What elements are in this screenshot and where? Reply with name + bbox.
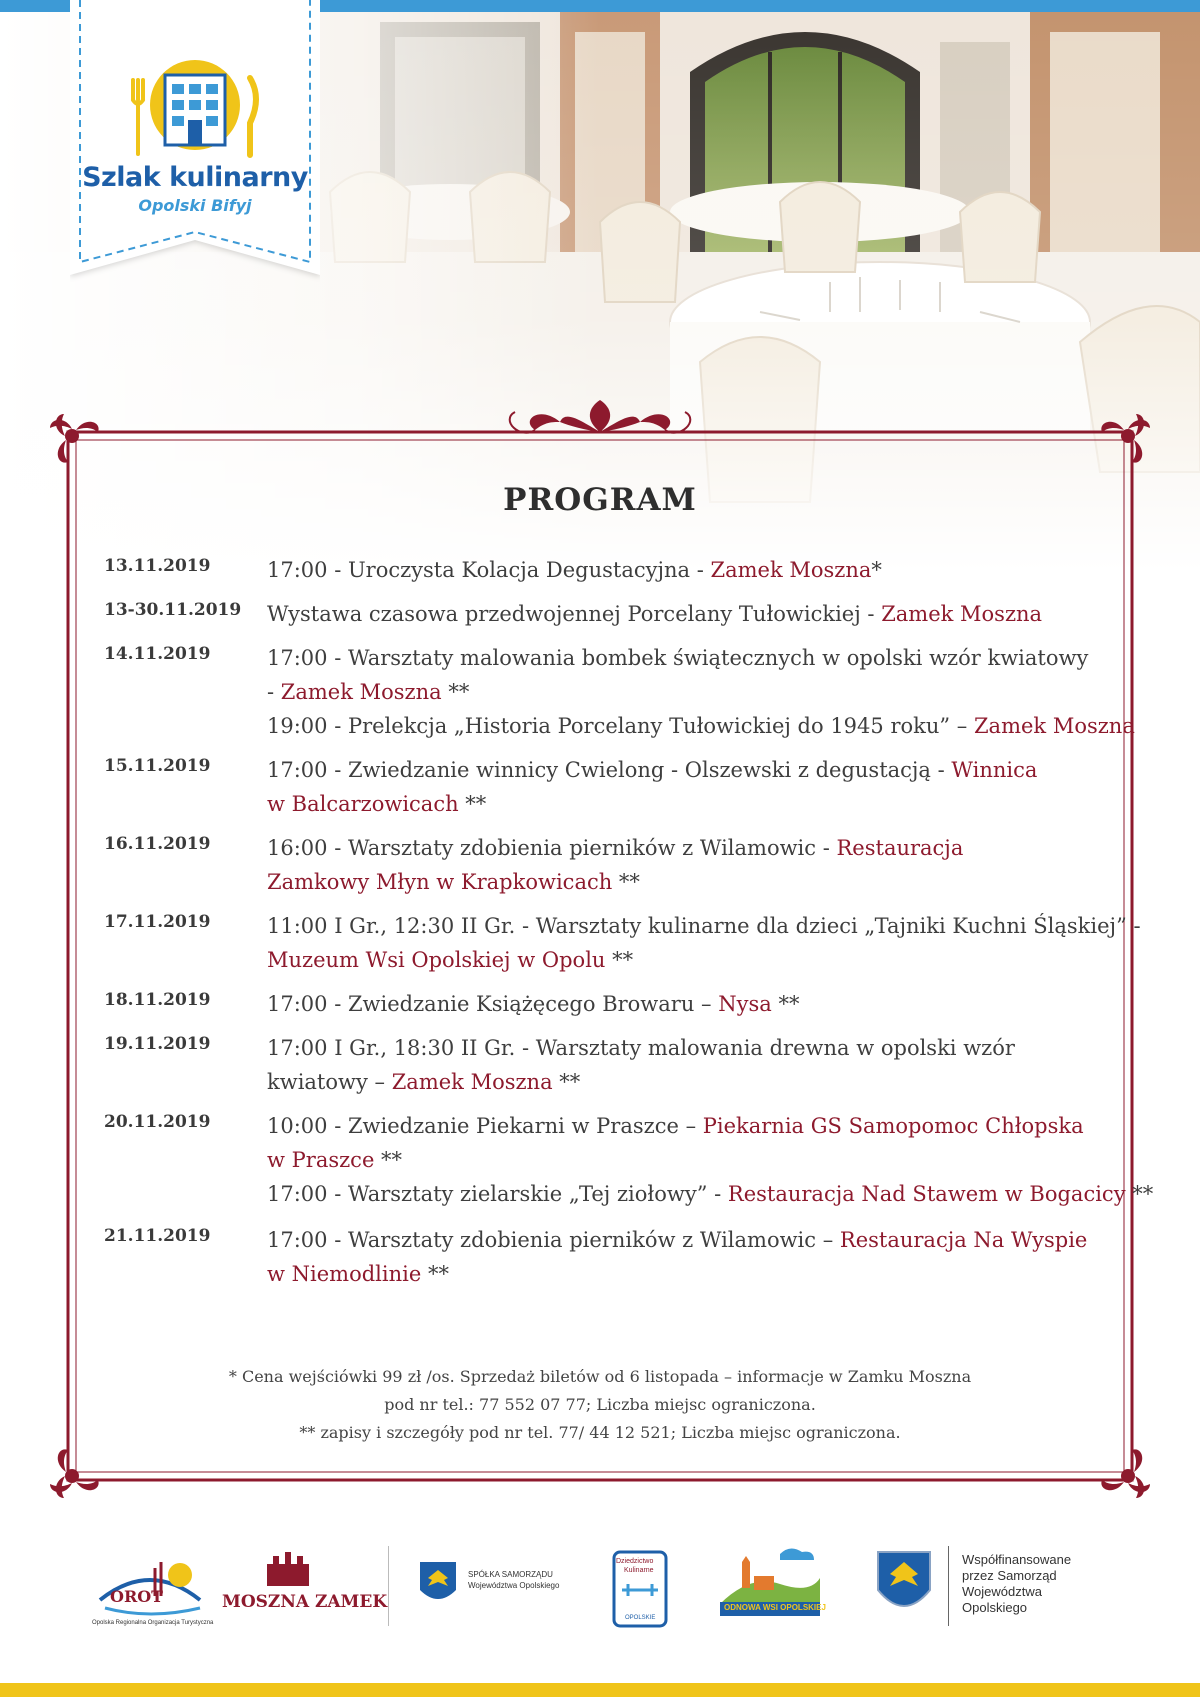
event-text: 17:00 - Warsztaty zdobienia pierników z Wilamowic – [267, 1228, 840, 1252]
event-description [267, 1223, 1124, 1291]
event-line [267, 1109, 1153, 1143]
event-text: kwiatowy – [267, 1070, 392, 1094]
event-text: ** [421, 1262, 449, 1286]
event-text: 19:00 - Prelekcja „Historia Porcelany Tułowickiej do 1945 roku” – [267, 714, 974, 738]
event-line [267, 909, 1141, 943]
program-row [104, 1109, 1154, 1211]
event-date: 13-30.11.2019 [104, 600, 242, 620]
event-line [267, 597, 1124, 631]
event-text: ** [458, 792, 487, 816]
footnote-line: * Cena wejściówki 99 zł /os. Sprzedaż biletów od 6 listopada – informacje w Zamku Moszna [228, 1367, 972, 1386]
venue-name: Winnica [951, 758, 1038, 782]
venue-name: w Praszce [267, 1148, 375, 1172]
program-row [104, 1223, 1124, 1291]
program-row [104, 753, 1124, 821]
venue-name: Restauracja Nad Stawem w Bogacicy [727, 1182, 1126, 1206]
event-text: 17:00 I Gr., 18:30 II Gr. - Warsztaty malowania drewna w opolski wzór [267, 1036, 1015, 1060]
event-description [267, 553, 1124, 587]
program-row [104, 1031, 1124, 1099]
event-description [267, 597, 1124, 631]
program-row [104, 597, 1124, 631]
program-row [104, 641, 1135, 743]
event-text: 17:00 - Zwiedzanie Książęcego Browaru – [267, 992, 719, 1016]
program-row [104, 909, 1141, 977]
event-text: Wystawa czasowa przedwojennej Porcelany Tułowickiej - [267, 602, 882, 626]
logo-subtitle: Opolski Bifyj [138, 196, 252, 215]
event-line [267, 709, 1135, 743]
event-description [267, 641, 1135, 743]
event-line [267, 675, 1135, 709]
opolskie-eagle-icon [418, 1560, 458, 1608]
cofin-line2: przez Samorząd [962, 1568, 1057, 1583]
footnotes [0, 1363, 1200, 1447]
logo-title: Szlak kulinarny [82, 162, 308, 193]
event-text: 17:00 - Uroczysta Kolacja Degustacyjna - [267, 558, 711, 582]
divider [948, 1546, 949, 1626]
venue-name: Zamek Moszna [391, 1070, 553, 1094]
event-date: 17.11.2019 [104, 912, 211, 932]
venue-name: Restauracja [836, 836, 964, 860]
wojewodztwo-crest-icon [876, 1550, 932, 1620]
event-date: 15.11.2019 [104, 756, 211, 776]
odnowa-label: ODNOWA WSI OPOLSKIEJ [724, 1603, 826, 1612]
event-description [267, 909, 1141, 977]
odnowa-wsi-logo [720, 1544, 820, 1624]
program-title: PROGRAM [503, 482, 697, 518]
venue-name: Muzeum Wsi Opolskiej w Opolu [267, 948, 606, 972]
szlak-kulinarny-logo [70, 0, 320, 300]
spolka-line1: SPÓŁKA SAMORZĄDU [468, 1570, 553, 1579]
spolka-line2: Województwa Opolskiego [468, 1581, 560, 1590]
event-description [267, 753, 1124, 821]
event-line [267, 1177, 1153, 1211]
event-text: 17:00 - Warsztaty zielarskie „Tej ziołowy” - [267, 1182, 728, 1206]
event-description [267, 1031, 1124, 1099]
event-text: - [267, 680, 281, 704]
bottom-color-bar [0, 1683, 1200, 1697]
sponsor-logos [0, 1540, 1200, 1650]
event-line [267, 943, 1141, 977]
program-row [104, 831, 1124, 899]
moszna-castle-icon [262, 1550, 312, 1586]
event-text: 16:00 - Warsztaty zdobienia pierników z Wilamowic - [267, 836, 837, 860]
event-text: 17:00 - Zwiedzanie winnicy Cwielong - Olszewski z degustacją - [267, 758, 952, 782]
event-description [267, 987, 1124, 1021]
event-date: 13.11.2019 [104, 556, 211, 576]
program-row [104, 987, 1124, 1021]
event-date: 14.11.2019 [104, 644, 211, 664]
event-line [267, 553, 1124, 587]
venue-name: Restauracja Na Wyspie [839, 1228, 1088, 1252]
event-line [267, 787, 1124, 821]
cofin-line3: Województwa [962, 1584, 1042, 1599]
event-text: ** [771, 992, 800, 1016]
event-date: 19.11.2019 [104, 1034, 211, 1054]
venue-name: Zamek Moszna [710, 558, 872, 582]
moszna-zamek-label: MOSZNA ZAMEK [222, 1592, 388, 1612]
event-date: 18.11.2019 [104, 990, 211, 1010]
venue-name: Zamek Moszna [973, 714, 1135, 738]
event-text: ** [605, 948, 634, 972]
event-line [267, 831, 1124, 865]
venue-name: Nysa [718, 992, 772, 1016]
venue-name: w Balcarzowicach [267, 792, 459, 816]
program-list [104, 553, 1154, 1291]
venue-name: Zamkowy Młyn w Krapkowicach [267, 870, 613, 894]
event-text: ** [612, 870, 640, 894]
event-date: 21.11.2019 [104, 1226, 211, 1246]
event-text: ** [1125, 1182, 1154, 1206]
dziedzictwo-line2: Kulinarne [624, 1567, 654, 1574]
dziedzictwo-line1: Dziedzictwo [616, 1558, 654, 1565]
event-text: 11:00 I Gr., 12:30 II Gr. - Warsztaty kulinarne dla dzieci „Tajniki Kuchni Śląskiej” - [267, 914, 1141, 938]
event-line [267, 1143, 1153, 1177]
event-line [267, 1257, 1124, 1291]
program-row [104, 553, 1124, 587]
venue-name: Zamek Moszna [881, 602, 1043, 626]
event-line [267, 1031, 1124, 1065]
event-line [267, 1065, 1124, 1099]
event-line [267, 753, 1124, 787]
footnote-line: ** zapisy i szczegóły pod nr tel. 77/ 44 12 521; Liczba miejsc ograniczona. [299, 1423, 901, 1442]
footnote-line: pod nr tel.: 77 552 07 77; Liczba miejsc ograniczona. [384, 1395, 816, 1414]
event-text: ** [552, 1070, 581, 1094]
cofin-line1: Współfinansowane [962, 1552, 1072, 1567]
divider [388, 1546, 389, 1626]
top-ornament [530, 400, 670, 432]
venue-name: Piekarnia GS Samopomoc Chłopska [702, 1114, 1084, 1138]
orot-name: OROT [110, 1587, 164, 1606]
event-text: ** [374, 1148, 403, 1172]
event-line [267, 865, 1124, 899]
event-description [267, 831, 1124, 899]
venue-name: w Niemodlinie [267, 1262, 422, 1286]
cofin-line4: Opolskiego [962, 1600, 1028, 1615]
event-line [267, 987, 1124, 1021]
event-text: * [871, 558, 882, 582]
event-text: ** [441, 680, 470, 704]
event-text: 10:00 - Zwiedzanie Piekarni w Praszce – [267, 1114, 703, 1138]
event-line [267, 641, 1135, 675]
event-text: 17:00 - Warsztaty malowania bombek świątecznych w opolski wzór kwiatowy [267, 646, 1089, 670]
orot-caption: Opolska Regionalna Organizacja Turystyczna [92, 1620, 214, 1626]
dziedzictwo-line3: OPOLSKIE [625, 1615, 656, 1621]
event-date: 20.11.2019 [104, 1112, 211, 1132]
event-line [267, 1223, 1124, 1257]
venue-name: Zamek Moszna [280, 680, 442, 704]
event-description [267, 1109, 1153, 1211]
event-date: 16.11.2019 [104, 834, 211, 854]
